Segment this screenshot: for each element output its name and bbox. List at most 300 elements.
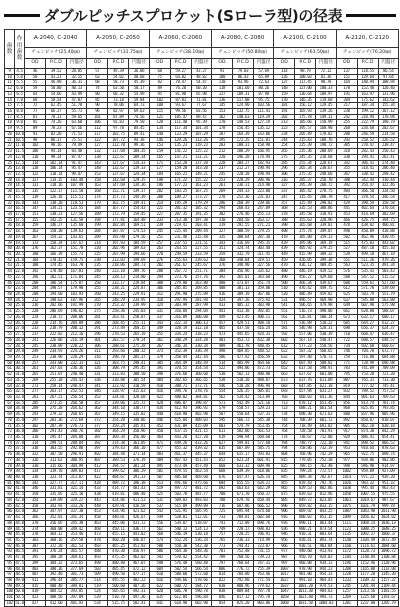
od-cell: 254 (274, 143, 295, 149)
od-cell: 50 (25, 74, 46, 80)
pcd-cell: 273.49 (108, 326, 129, 332)
root-cell: 214.58 (378, 131, 398, 137)
table-header (5, 30, 399, 69)
root-cell: 115.51 (67, 194, 87, 200)
od-cell: 278 (211, 194, 232, 200)
root-cell: 802.86 (316, 486, 336, 492)
root-cell: 400.11 (253, 314, 273, 320)
pcd-cell: 49.39 (108, 69, 129, 75)
od-cell: 321 (87, 360, 108, 366)
pcd-cell: 503.78 (170, 492, 191, 498)
pcd-cell: 291.90 (170, 292, 191, 298)
pcd-cell: 210.72 (46, 314, 67, 320)
od-cell: 263 (149, 246, 170, 252)
pcd-cell: 311.62 (46, 457, 67, 463)
od-cell: 75 (149, 74, 170, 80)
root-cell: 755.39 (253, 566, 273, 572)
root-cell: 32.55 (67, 74, 87, 80)
roller-teeth-cell: 16.0 (15, 199, 24, 205)
pcd-cell: 741.09 (357, 366, 378, 372)
pcd-cell: 345.58 (295, 211, 316, 217)
root-cell: 295.45 (129, 366, 149, 372)
od-cell: 977 (336, 457, 357, 463)
od-cell: 814 (211, 572, 232, 578)
root-cell: 260.15 (129, 326, 149, 332)
root-cell: 545.38 (253, 417, 273, 423)
root-cell: 89.41 (129, 131, 149, 137)
roller-teeth-cell: 11.5 (15, 148, 24, 154)
od-cell: 159 (25, 223, 46, 229)
series-name-2: A-2050, C-2050 (87, 30, 149, 48)
root-cell: 208.12 (67, 326, 87, 332)
od-cell: 483 (149, 452, 170, 458)
roller-teeth-cell: 42.5 (15, 502, 24, 508)
od-cell: 429 (274, 240, 295, 246)
pcd-cell: 146.27 (46, 223, 67, 229)
root-cell: 279.25 (253, 229, 273, 235)
root-cell: 250.07 (129, 314, 149, 320)
root-cell: 119.53 (67, 200, 87, 206)
od-cell: 391 (149, 366, 170, 372)
od-cell: 987 (274, 555, 295, 561)
od-cell: 291 (87, 326, 108, 332)
root-cell: 1157.32 (378, 577, 398, 583)
od-cell: 663 (274, 372, 295, 378)
root-cell: 1004.83 (316, 600, 336, 606)
teeth-cell: 33 (5, 206, 15, 212)
pcd-cell: 408.56 (46, 595, 67, 601)
pcd-cell: 356.05 (46, 520, 67, 526)
root-cell: 440.45 (253, 343, 273, 349)
root-cell: 286.40 (378, 166, 398, 172)
pcd-cell: 188.29 (232, 149, 253, 155)
pcd-cell: 720.17 (232, 526, 253, 532)
od-cell: 319 (211, 223, 232, 229)
od-cell: 1014 (336, 475, 357, 481)
root-cell: 830.18 (378, 423, 398, 429)
root-cell: 658.44 (253, 497, 273, 503)
roller-teeth-cell: 14.5 (15, 182, 24, 188)
od-cell: 563 (336, 263, 357, 269)
teeth-cell: 58 (5, 349, 15, 355)
root-cell: 147.67 (67, 240, 87, 246)
pcd-cell: 182.84 (108, 223, 129, 229)
teeth-cell: 37 (5, 229, 15, 235)
pcd-cell: 323.92 (108, 383, 129, 389)
pcd-cell: 97.78 (108, 126, 129, 132)
pcd-cell: 392.40 (46, 572, 67, 578)
pcd-cell: 552.24 (170, 537, 191, 543)
pcd-cell: 678.12 (295, 400, 316, 406)
od-cell: 227 (149, 211, 170, 217)
pcd-cell: 124.90 (232, 103, 253, 109)
od-cell: 137 (274, 80, 295, 86)
od-cell: 230 (87, 257, 108, 263)
od-cell: 237 (25, 332, 46, 338)
od-cell: 556 (149, 520, 170, 526)
root-cell: 83.56 (191, 109, 211, 115)
teeth-cell: 17 (5, 114, 15, 120)
od-cell: 661 (336, 309, 357, 315)
root-cell: 219.84 (129, 280, 149, 286)
od-cell: 506 (211, 354, 232, 360)
root-cell: 304.99 (67, 463, 87, 469)
root-cell: 89.47 (191, 114, 211, 120)
teeth-cell: 65 (5, 389, 15, 395)
root-cell: 472.12 (129, 566, 149, 572)
od-cell: 562 (211, 394, 232, 400)
od-cell: 416 (149, 389, 170, 395)
roller-teeth-header (15, 30, 25, 69)
root-cell: 393.85 (67, 589, 87, 595)
root-cell: 479.26 (378, 257, 398, 263)
pcd-cell: 39.52 (46, 69, 67, 75)
pcd-cell: 390.59 (357, 200, 378, 206)
root-cell: 69.63 (129, 109, 149, 115)
teeth-cell: 43 (5, 263, 15, 269)
root-cell: 232.33 (67, 360, 87, 366)
od-cell: 139 (25, 194, 46, 200)
od-cell: 265 (274, 149, 295, 155)
root-cell: 588.07 (378, 309, 398, 315)
roller-teeth-cell: 10.0 (15, 130, 24, 136)
pcd-cell: 1116.61 (357, 543, 378, 549)
od-cell: 171 (149, 160, 170, 166)
root-cell: 600.17 (378, 314, 398, 320)
od-cell: 294 (211, 206, 232, 212)
root-cell: 183.93 (67, 292, 87, 298)
root-cell: 515.52 (378, 274, 398, 280)
root-cell: 158.99 (316, 120, 336, 126)
pcd-cell: 470.30 (108, 549, 129, 555)
root-cell: 312.18 (191, 326, 211, 332)
root-cell: 446.87 (129, 537, 149, 543)
pcd-cell: 728.99 (357, 360, 378, 366)
root-cell: 143.65 (67, 234, 87, 240)
root-cell: 432.38 (253, 337, 273, 343)
roller-teeth-cell: 48.5 (15, 571, 24, 577)
od-cell: 616 (149, 577, 170, 583)
root-cell: 127.19 (253, 120, 273, 126)
pcd-cell: 1237.80 (357, 600, 378, 606)
pcd-cell: 189.27 (170, 194, 191, 200)
root-cell: 174.94 (253, 154, 273, 160)
od-cell: 165 (149, 154, 170, 160)
root-cell: 103.56 (253, 103, 273, 109)
od-cell: 395 (25, 555, 46, 561)
od-cell: 531 (149, 497, 170, 503)
roller-teeth-cell: 32.0 (15, 382, 24, 388)
root-cell: 500.14 (316, 314, 336, 320)
od-cell: 147 (25, 206, 46, 212)
od-cell: 441 (336, 206, 357, 212)
teeth-cell: 47 (5, 286, 15, 292)
od-cell: 845 (274, 475, 295, 481)
od-cell: 676 (211, 475, 232, 481)
od-cell: 449 (211, 314, 232, 320)
pcd-cell: 748.77 (295, 440, 316, 446)
pcd-cell: 328.19 (170, 326, 191, 332)
pcd-cell: 260.39 (232, 200, 253, 206)
root-cell: 563.88 (378, 297, 398, 303)
od-cell: 135 (25, 189, 46, 195)
root-cell: 566.54 (191, 566, 211, 572)
pcd-cell: 930.51 (295, 543, 316, 549)
od-header: OD (87, 59, 108, 69)
pcd-cell: 983.32 (357, 480, 378, 486)
root-cell: 554.42 (191, 555, 211, 561)
od-cell: 458 (149, 429, 170, 435)
root-cell: 539.69 (378, 286, 398, 292)
root-cell: 131.96 (378, 91, 398, 97)
root-cell: 863.44 (316, 520, 336, 526)
root-cell: 537.31 (253, 412, 273, 418)
od-cell: 376 (211, 263, 232, 269)
root-cell: 618.06 (253, 469, 273, 475)
od-cell: 255 (336, 120, 357, 126)
od-cell: 642 (274, 360, 295, 366)
root-cell: 609.98 (253, 463, 273, 469)
root-cell: 974.53 (316, 583, 336, 589)
pcd-cell: 612.84 (170, 595, 191, 601)
od-cell: 551 (274, 309, 295, 315)
od-cell: 1026 (336, 480, 357, 486)
root-cell: 234.95 (129, 297, 149, 303)
root-cell: 151.70 (67, 246, 87, 252)
roller-teeth-cell: 37.0 (15, 439, 24, 445)
od-cell: 422 (149, 394, 170, 400)
pcd-cell: 222.82 (46, 332, 67, 338)
root-cell: 843.25 (316, 509, 336, 515)
root-cell: 520.31 (316, 326, 336, 332)
root-cell: 913.93 (316, 549, 336, 555)
od-cell: 825 (274, 463, 295, 469)
root-cell: 491.34 (378, 263, 398, 269)
pcd-cell: 728.58 (295, 429, 316, 435)
pcd-cell: 607.98 (357, 303, 378, 309)
pcd-cell: 123.29 (170, 131, 191, 137)
roller-teeth-cell: 36.0 (15, 428, 24, 434)
pcd-cell: 376.60 (170, 372, 191, 378)
pcd-cell: 946.98 (357, 463, 378, 469)
root-cell: 155.34 (378, 103, 398, 109)
od-cell: 187 (211, 131, 232, 137)
pcd-cell: 98.14 (46, 154, 67, 160)
od-cell: 649 (336, 303, 357, 309)
pcd-cell: 195.57 (295, 126, 316, 132)
root-cell: 418.88 (378, 229, 398, 235)
od-cell: 177 (149, 166, 170, 172)
teeth-cell: 44 (5, 269, 15, 275)
pcd-cell: 789.15 (295, 463, 316, 469)
pcd-cell: 135.23 (170, 143, 191, 149)
od-cell: 184 (87, 206, 108, 212)
od-cell: 281 (87, 314, 108, 320)
root-cell: 660.67 (378, 343, 398, 349)
pcd-cell: 910.31 (295, 532, 316, 538)
root-cell: 391.33 (129, 475, 149, 481)
root-cell: 698.83 (253, 526, 273, 532)
od-cell: 397 (87, 446, 108, 452)
teeth-cell: 57 (5, 343, 15, 349)
od-cell: 343 (149, 320, 170, 326)
root-cell: 292.88 (67, 446, 87, 452)
od-cell: 1099 (336, 515, 357, 521)
root-cell: 129.45 (316, 103, 336, 109)
od-cell: 525 (149, 492, 170, 498)
od-cell: 410 (149, 383, 170, 389)
od-cell: 289 (25, 406, 46, 412)
pcd-cell: 571.70 (357, 286, 378, 292)
pcd-cell: 413.38 (232, 309, 253, 315)
od-cell: 342 (336, 160, 357, 166)
root-cell: 779.62 (253, 583, 273, 589)
root-cell: 330.77 (129, 406, 149, 412)
pcd-cell: 246.59 (357, 131, 378, 137)
roller-teeth-cell: 15.5 (15, 193, 24, 199)
root-cell: 54.99 (129, 91, 149, 97)
od-cell: 612 (336, 286, 357, 292)
od-cell: 433 (211, 303, 232, 309)
pcd-header: P.C.D (232, 59, 253, 69)
root-cell: 65.09 (253, 74, 273, 80)
pcd-cell: 223.10 (108, 269, 129, 275)
od-cell: 477 (149, 446, 170, 452)
od-cell: 196 (25, 274, 46, 280)
pcd-cell: 308.79 (108, 366, 129, 372)
root-cell: 1133.08 (378, 566, 398, 572)
od-cell: 331 (149, 309, 170, 315)
root-cell: 308.86 (316, 206, 336, 212)
root-cell: 109.34 (129, 154, 149, 160)
pcd-cell: 400.82 (170, 394, 191, 400)
root-cell: 175.87 (67, 280, 87, 286)
root-cell: 601.00 (316, 372, 336, 378)
pcd-cell: 175.62 (357, 97, 378, 103)
od-cell: 297 (25, 417, 46, 423)
root-cell: 524.13 (191, 526, 211, 532)
pcd-cell: 647.47 (232, 475, 253, 481)
root-cell: 502.41 (129, 600, 149, 606)
od-cell: 838 (211, 589, 232, 595)
pcd-cell: 186.54 (46, 280, 67, 286)
root-cell: 74.56 (129, 114, 149, 120)
root-cell: 149.21 (191, 171, 211, 177)
pcd-cell: 234.93 (46, 349, 67, 355)
root-cell: 1060.37 (378, 532, 398, 538)
roller-teeth-cell: 6.0 (16, 85, 23, 91)
od-cell: 204 (87, 229, 108, 235)
od-cell: 549 (149, 515, 170, 521)
od-cell: 212 (211, 149, 232, 155)
pcd-cell: 567.14 (295, 337, 316, 343)
teeth-cell: 82 (5, 486, 15, 492)
od-cell: 102 (149, 97, 170, 103)
root-cell: 189.63 (129, 246, 149, 252)
od-cell: 749 (211, 526, 232, 532)
od-cell: 327 (211, 229, 232, 235)
root-cell: 706.91 (253, 532, 273, 538)
root-cell: 86.54 (378, 69, 398, 75)
od-cell: 830 (211, 583, 232, 589)
od-cell: 127 (25, 177, 46, 183)
od-cell: 500 (274, 280, 295, 286)
od-cell: 216 (25, 303, 46, 309)
root-cell: 245.67 (191, 263, 211, 269)
pcd-cell: 477.92 (232, 354, 253, 360)
root-cell: 155.22 (191, 177, 211, 183)
pcd-cell: 129.64 (357, 74, 378, 80)
pcd-cell: 837.96 (357, 412, 378, 418)
root-cell: 179.29 (191, 200, 211, 206)
root-cell: 161.23 (191, 183, 211, 189)
od-cell: 568 (149, 532, 170, 538)
roller-teeth-cell: 33.0 (15, 393, 24, 399)
pcd-cell: 546.19 (170, 532, 191, 538)
pcd-cell: 198.63 (46, 297, 67, 303)
pcd-cell: 147.21 (170, 154, 191, 160)
od-cell: 230 (336, 109, 357, 115)
od-cell: 543 (149, 509, 170, 515)
od-cell: 1220 (336, 572, 357, 578)
pcd-cell: 485.60 (170, 475, 191, 481)
pcd-cell: 305.42 (295, 189, 316, 195)
od-cell: 261 (25, 366, 46, 372)
od-cell: 106 (87, 120, 108, 126)
teeth-cell: 74 (5, 440, 15, 446)
od-cell: 90 (87, 103, 108, 109)
pcd-cell: 247.03 (46, 366, 67, 372)
pcd-cell: 146.35 (295, 97, 316, 103)
roller-teeth-cell: 12.0 (15, 153, 24, 159)
root-cell: 354.54 (191, 366, 211, 372)
od-cell: 489 (211, 343, 232, 349)
root-cell: 325.72 (129, 400, 149, 406)
od-cell: 357 (87, 400, 108, 406)
pcd-cell: 540.13 (170, 526, 191, 532)
pcd-cell: 526.35 (232, 389, 253, 395)
root-cell: 641.36 (316, 394, 336, 400)
pcd-cell: 809.04 (232, 589, 253, 595)
roller-teeth-cell: 8.0 (16, 108, 23, 114)
pcd-cell: 73.18 (108, 97, 129, 103)
root-cell: 220.22 (67, 343, 87, 349)
pcd-cell: 196.28 (232, 154, 253, 160)
od-cell: 331 (87, 372, 108, 378)
root-cell: 114.33 (129, 160, 149, 166)
pcd-cell: 1189.32 (357, 577, 378, 583)
roller-teeth-cell: 18.0 (15, 222, 24, 228)
od-cell: 419 (274, 234, 295, 240)
pcd-cell: 136.64 (295, 91, 316, 97)
root-cell: 268.72 (316, 183, 336, 189)
pcd-cell: 43.21 (46, 74, 67, 80)
root-cell: 65.98 (191, 91, 211, 97)
pcd-cell: 970.90 (295, 566, 316, 572)
roller-teeth-cell: 39.0 (15, 462, 24, 468)
roller-teeth-cell: 11.0 (15, 142, 24, 148)
root-cell: 322.46 (378, 183, 398, 189)
od-cell: 434 (149, 406, 170, 412)
root-cell: 64.73 (129, 103, 149, 109)
od-cell: 372 (87, 417, 108, 423)
root-cell: 298.42 (378, 171, 398, 177)
root-cell: 281.94 (191, 297, 211, 303)
pcd-cell: 486.49 (295, 292, 316, 298)
root-cell: 124.34 (129, 171, 149, 177)
root-cell: 621.18 (316, 383, 336, 389)
pcd-cell: 607.09 (232, 446, 253, 452)
